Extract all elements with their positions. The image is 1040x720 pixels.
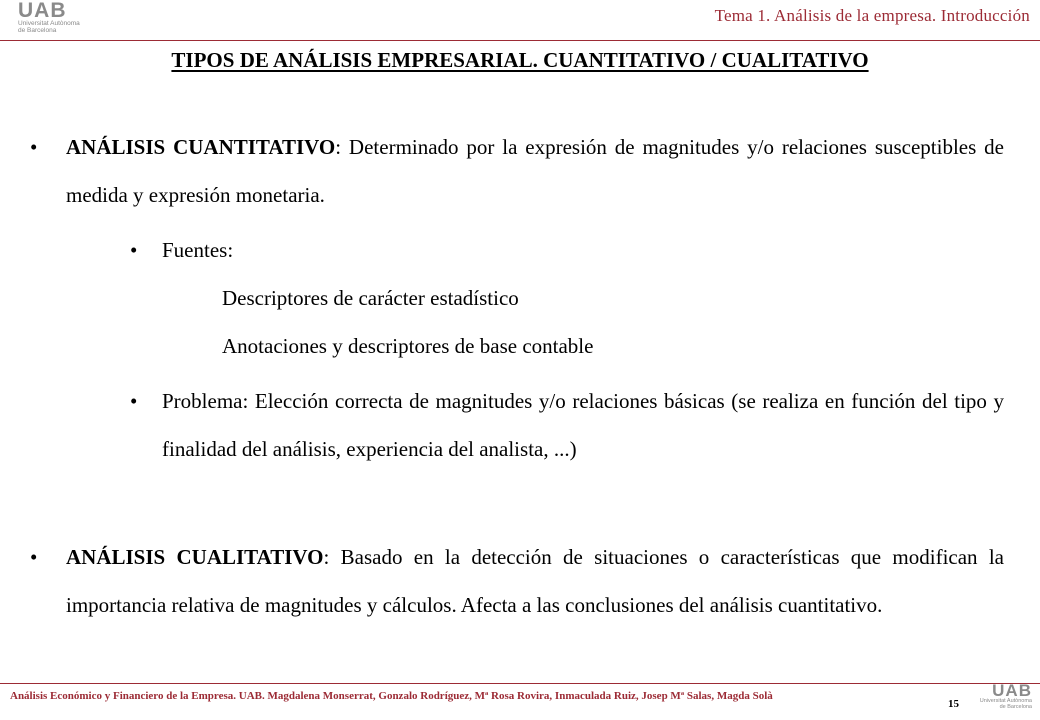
uab-logo-top (18, 0, 80, 35)
bullet-marker: • (30, 135, 38, 159)
qualitative-definition: : Basado en la detección de situaciones o características que modifican la importancia relativa de magnitudes y cálculos. Afecta a las conclusiones del análisis cuantitativo. (66, 545, 1004, 617)
quantitative-paragraph (66, 123, 1004, 219)
page-number: 15 (948, 698, 959, 710)
qualitative-term: ANÁLISIS CUALITATIVO (66, 545, 324, 569)
qualitative-paragraph (66, 533, 1004, 629)
header-divider (0, 40, 1040, 41)
footer-credits: Análisis Económico y Financiero de la Empresa. UAB. Magdalena Monserrat, Gonzalo Rodríguez, Mª Rosa Rovira, Inmaculada Ruiz, Josep Mª Salas, Magda Solà (10, 690, 773, 702)
problem-paragraph: Problema: Elección correcta de magnitudes y/o relaciones básicas (se realiza en función del tipo y finalidad del análisis, experiencia del analista, ...) (162, 389, 1004, 461)
source-item: Descriptores de carácter estadístico (222, 286, 519, 310)
quantitative-definition: : Determinado por la expresión de magnitudes y/o relaciones susceptibles de medida y expresión monetaria. (66, 135, 1004, 207)
uab-logo-mark: UAB (18, 0, 67, 22)
uab-logo-line2: de Barcelona (18, 26, 57, 34)
uab-logo-line1: Universitat Autònoma (18, 20, 80, 27)
bullet-marker: • (130, 389, 138, 413)
source-item: Anotaciones y descriptores de base contable (222, 334, 594, 358)
footer-divider (0, 683, 1040, 684)
header-topic: Tema 1. Análisis de la empresa. Introducción (714, 6, 1030, 25)
slide-title: TIPOS DE ANÁLISIS EMPRESARIAL. CUANTITATIVO / CUALITATIVO (171, 48, 869, 72)
bullet-marker: • (30, 545, 38, 569)
uab-logo-line1: Universitat Autònoma (979, 698, 1032, 704)
uab-logo-bottom (980, 682, 1032, 711)
quantitative-term: ANÁLISIS CUANTITATIVO (66, 135, 336, 159)
uab-logo-mark: UAB (992, 681, 1032, 700)
sources-label: Fuentes: (162, 238, 234, 262)
bullet-marker: • (130, 238, 138, 262)
uab-logo-line2: de Barcelona (999, 703, 1032, 710)
